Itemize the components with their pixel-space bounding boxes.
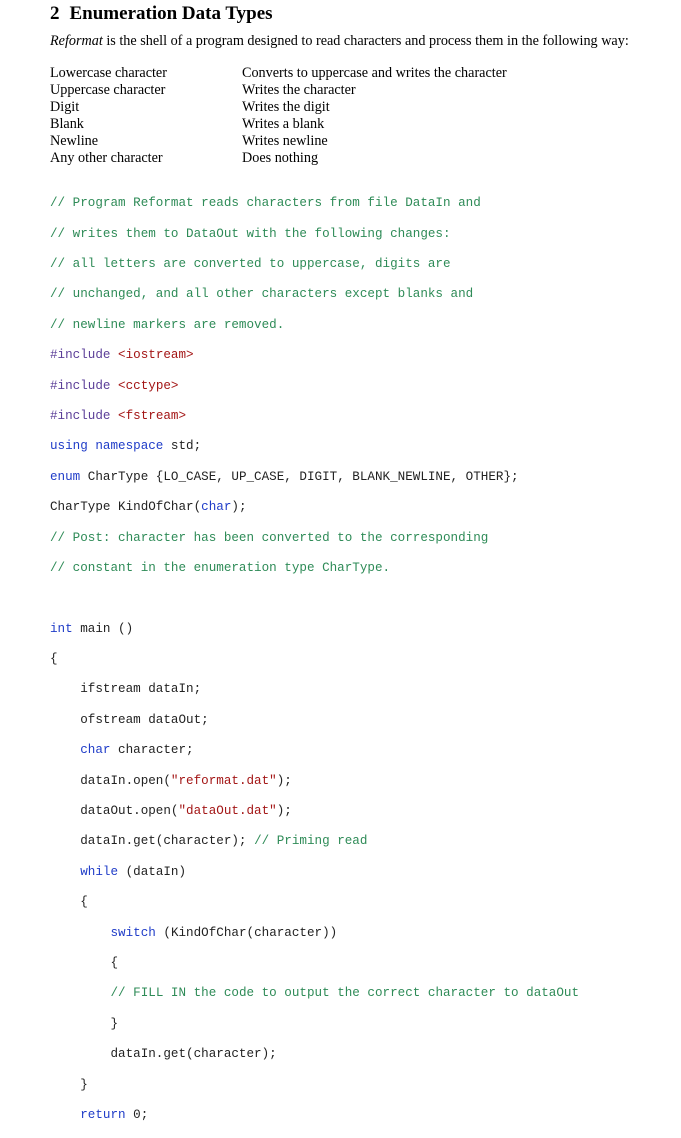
code-text: (dataIn) xyxy=(118,864,187,879)
code-text xyxy=(50,743,80,757)
code-line xyxy=(50,287,579,302)
comment: // Program Reformat reads characters from file DataIn and xyxy=(50,196,481,211)
comment: // unchanged, and all other characters except blanks and xyxy=(50,287,474,302)
code-text: dataIn.get(character); xyxy=(50,834,255,849)
code-line xyxy=(50,470,579,485)
code-text: { xyxy=(50,895,88,910)
intro-text: is the shell of a program designed to read characters and process them in the following way: xyxy=(102,33,629,49)
code-line xyxy=(50,531,579,546)
preprocessor: #include xyxy=(50,408,111,423)
code-text: 0; xyxy=(125,1107,149,1122)
header-name: <iostream> xyxy=(110,348,194,363)
action-cell: Writes newline xyxy=(242,133,328,149)
table-row xyxy=(50,99,507,116)
code-text: } xyxy=(50,1016,119,1031)
code-text: } xyxy=(50,1077,88,1092)
comment: // all letters are converted to uppercase, digits are xyxy=(50,256,451,271)
action-cell: Writes the digit xyxy=(242,99,330,115)
code-text: (KindOfChar(character)) xyxy=(155,925,338,940)
keyword: switch xyxy=(110,925,156,940)
keyword: using namespace xyxy=(50,439,164,454)
comment: // Priming read xyxy=(254,834,368,849)
program-name: Reformat xyxy=(50,33,103,49)
code-line xyxy=(50,865,579,880)
code-text xyxy=(50,986,110,1000)
code-text: ofstream dataOut; xyxy=(50,712,209,727)
table-row xyxy=(50,82,507,99)
code-line xyxy=(50,956,579,971)
processing-table xyxy=(50,65,507,167)
code-line xyxy=(50,774,579,789)
keyword: char xyxy=(201,500,232,515)
input-cell: Uppercase character xyxy=(50,82,166,98)
code-line xyxy=(50,500,579,515)
input-cell: Digit xyxy=(50,99,80,115)
code-line xyxy=(50,1078,579,1093)
code-text: ); xyxy=(231,500,247,515)
code-line xyxy=(50,379,579,394)
code-text: CharType {LO_CASE, UP_CASE, DIGIT, BLANK_NEWLINE, OTHER}; xyxy=(80,469,519,484)
comment: // constant in the enumeration type CharType. xyxy=(50,560,391,575)
section-number: 2 xyxy=(50,3,60,24)
header-name: <fstream> xyxy=(110,408,187,423)
code-line xyxy=(50,1108,579,1123)
table-row xyxy=(50,150,507,167)
table-row xyxy=(50,133,507,150)
header-name: <cctype> xyxy=(110,378,179,393)
code-text xyxy=(50,865,80,879)
code-line xyxy=(50,227,579,242)
input-cell: Lowercase character xyxy=(50,65,167,81)
action-cell: Writes the character xyxy=(242,82,356,98)
keyword: while xyxy=(80,864,119,879)
code-text: { xyxy=(50,955,119,970)
code-text: { xyxy=(50,652,58,667)
code-text: ); xyxy=(276,773,292,788)
keyword: int xyxy=(50,621,73,636)
string-literal: "dataOut.dat" xyxy=(178,804,277,819)
input-cell: Any other character xyxy=(50,150,163,166)
code-text: dataIn.open( xyxy=(50,773,171,788)
keyword: return xyxy=(80,1107,126,1122)
string-literal: "reformat.dat" xyxy=(170,773,277,788)
code-line xyxy=(50,1017,579,1032)
input-cell: Blank xyxy=(50,116,84,132)
code-line xyxy=(50,834,579,849)
code-text: character; xyxy=(110,743,194,758)
code-line xyxy=(50,196,579,211)
comment: // writes them to DataOut with the following changes: xyxy=(50,226,451,241)
code-line xyxy=(50,622,579,637)
code-line xyxy=(50,652,579,667)
table-row xyxy=(50,116,507,133)
preprocessor: #include xyxy=(50,378,111,393)
code-line xyxy=(50,409,579,424)
keyword: enum xyxy=(50,469,81,484)
intro-paragraph xyxy=(50,32,629,50)
keyword: char xyxy=(80,743,111,758)
code-text: ); xyxy=(276,804,292,819)
code-line xyxy=(50,439,579,454)
action-cell: Writes a blank xyxy=(242,116,325,132)
section-title: Enumeration Data Types xyxy=(69,3,273,24)
code-text xyxy=(50,1108,80,1122)
action-cell: Does nothing xyxy=(242,150,319,166)
comment: // newline markers are removed. xyxy=(50,317,285,332)
code-text: ifstream dataIn; xyxy=(50,682,202,697)
code-text: std; xyxy=(163,439,202,454)
code-listing xyxy=(50,181,579,1138)
blank-line xyxy=(50,591,579,606)
code-line xyxy=(50,986,579,1001)
code-text: CharType KindOfChar( xyxy=(50,500,202,515)
code-line xyxy=(50,348,579,363)
code-text: main () xyxy=(72,621,134,636)
code-line xyxy=(50,318,579,333)
input-cell: Newline xyxy=(50,133,99,149)
action-cell: Converts to uppercase and writes the character xyxy=(242,65,507,81)
code-line xyxy=(50,713,579,728)
code-line xyxy=(50,561,579,576)
code-line xyxy=(50,804,579,819)
section-heading xyxy=(50,3,273,25)
preprocessor: #include xyxy=(50,348,111,363)
code-text xyxy=(50,926,110,940)
comment: // Post: character has been converted to the corresponding xyxy=(50,530,489,545)
comment: // FILL IN the code to output the correct character to dataOut xyxy=(110,986,580,1001)
code-text: dataIn.get(character); xyxy=(50,1047,277,1062)
code-line xyxy=(50,743,579,758)
code-text: dataOut.open( xyxy=(50,804,179,819)
table-row xyxy=(50,65,507,82)
code-line xyxy=(50,682,579,697)
code-line xyxy=(50,1047,579,1062)
code-line xyxy=(50,895,579,910)
code-line xyxy=(50,926,579,941)
code-line xyxy=(50,257,579,272)
